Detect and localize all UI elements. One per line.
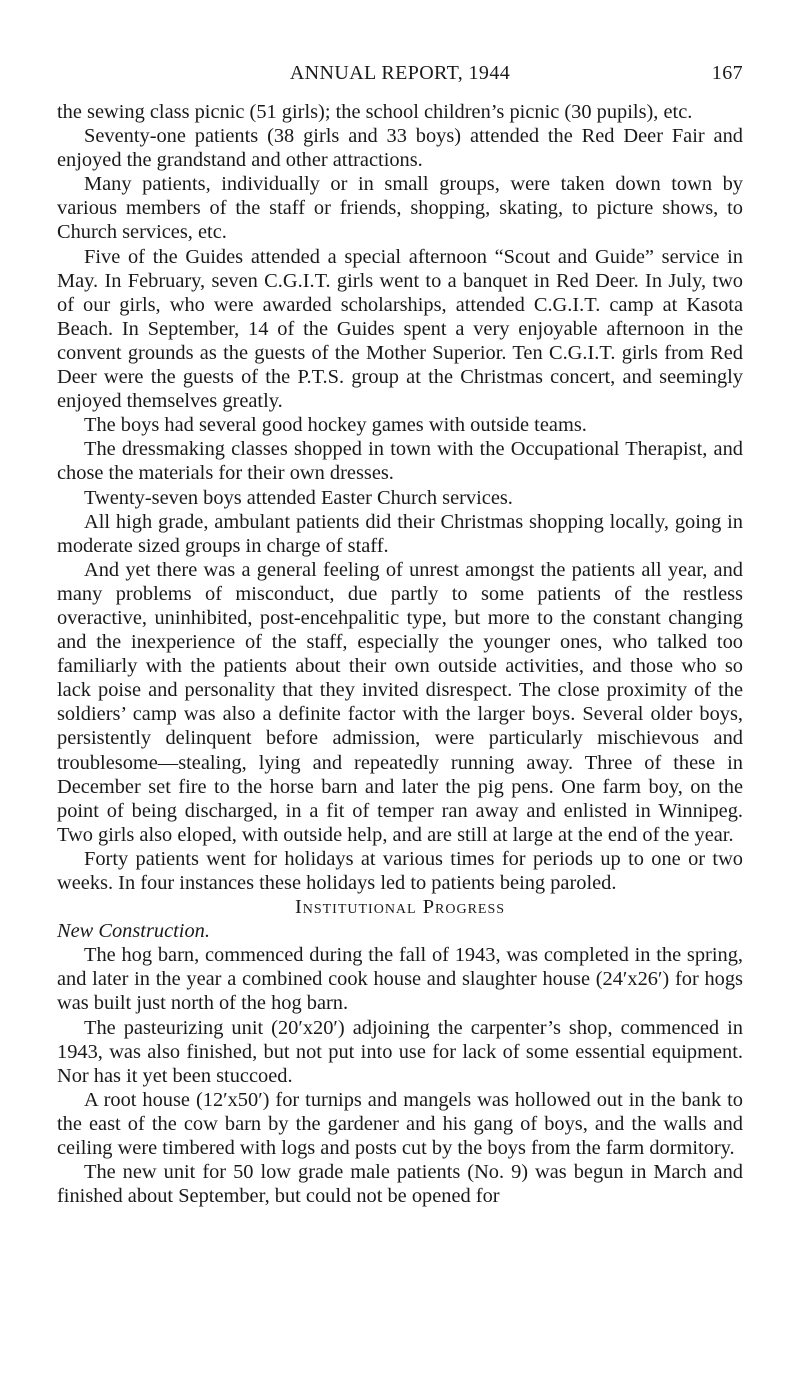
paragraph-guides: Five of the Guides attended a special afternoon “Scout and Guide” service in May. In February, seven C.G.I.T. girls went to a banquet in Red Deer. In July, two of our girls, who were awarded scholarships, attended C.G.I.T. camp at Kasota Beach. In September, 14 of the Guides spent a very enjoyable afternoon in the convent grounds as the guests of the Mother Superior. Ten C.G.I.T. girls from Red Deer were the guests of the P.T.S. group at the Christmas concert, and seemingly enjoyed themselves greatly. <box>57 245 743 413</box>
paragraph-new-unit: The new unit for 50 low grade male patients (No. 9) was begun in March and finished about September, but could not be opened for <box>57 1161 743 1208</box>
paragraph-pasteurizing-unit: The pasteurizing unit (20′x20′) adjoining the carpenter’s shop, commenced in 1943, was also finished, but not put into use for lack of some essential equipment. Nor has it yet been stuccoed. <box>57 1016 743 1087</box>
section-heading: Institutional Progress <box>294 896 506 919</box>
paragraph-hockey: The boys had several good hockey games with outside teams. <box>84 414 587 437</box>
paragraph-root-house: A root house (12′x50′) for turnips and mangels was hollowed out in the bank to the east of the cow barn by the gardener and his gang of boys, and the walls and ceiling were timbered with logs and posts cut by the boys from the farm dormitory. <box>57 1088 743 1160</box>
page-number: 167 <box>711 62 743 84</box>
page-header <box>57 62 743 100</box>
paragraph-hog-barn: The hog barn, commenced during the fall of 1943, was completed in the spring, and later in the year a combined cook house and slaughter house (24′x26′) for hogs was built just north of the hog barn. <box>57 944 743 1015</box>
paragraph-dressmaking: The dressmaking classes shopped in town with the Occupational Therapist, and chose the materials for their own dresses. <box>57 438 743 485</box>
body-text <box>57 100 743 1208</box>
document-page <box>57 62 743 1208</box>
subheading: New Construction. <box>57 920 210 943</box>
paragraph-continuation: the sewing class picnic (51 girls); the school children’s picnic (30 pupils), etc. <box>57 101 693 123</box>
paragraph-unrest: And yet there was a general feeling of unrest amongst the patients all year, and many problems of misconduct, due partly to some patients of the restless overactive, uninhibited, post-encehpalitic type, but more to the constant changing and the inexperience of the staff, especially the younger ones, who talked too familiarly with the patients about their own outside activities, and those who so lack poise and personality that they invited disrespect. The close proximity of the soldiers’ camp was also a definite factor with the larger boys. Several older boys, persistently delinquent before admission, were particularly mischievous and troublesome—stealing, lying and repeatedly running away. Three of these in December set fire to the horse barn and later the pig pens. One farm boy, on the point of being discharged, in a fit of temper ran away and enlisted in Winnipeg. Two girls also eloped, with outside help, and are still at large at the end of the year. <box>57 558 743 846</box>
paragraph-christmas-shopping: All high grade, ambulant patients did their Christmas shopping locally, going in moderate sized groups in charge of staff. <box>57 510 743 557</box>
running-title: ANNUAL REPORT, 1944 <box>289 62 511 84</box>
paragraph-town-trips: Many patients, individually or in small groups, were taken down town by various members of the staff or friends, shopping, skating, to picture shows, to Church services, etc. <box>57 173 743 244</box>
paragraph-easter: Twenty-seven boys attended Easter Church services. <box>84 486 513 509</box>
paragraph-red-deer-fair: Seventy-one patients (38 girls and 33 boys) attended the Red Deer Fair and enjoyed the grandstand and other attractions. <box>57 125 743 172</box>
paragraph-holidays: Forty patients went for holidays at various times for periods up to one or two weeks. In four instances these holidays led to patients being paroled. <box>57 847 743 894</box>
